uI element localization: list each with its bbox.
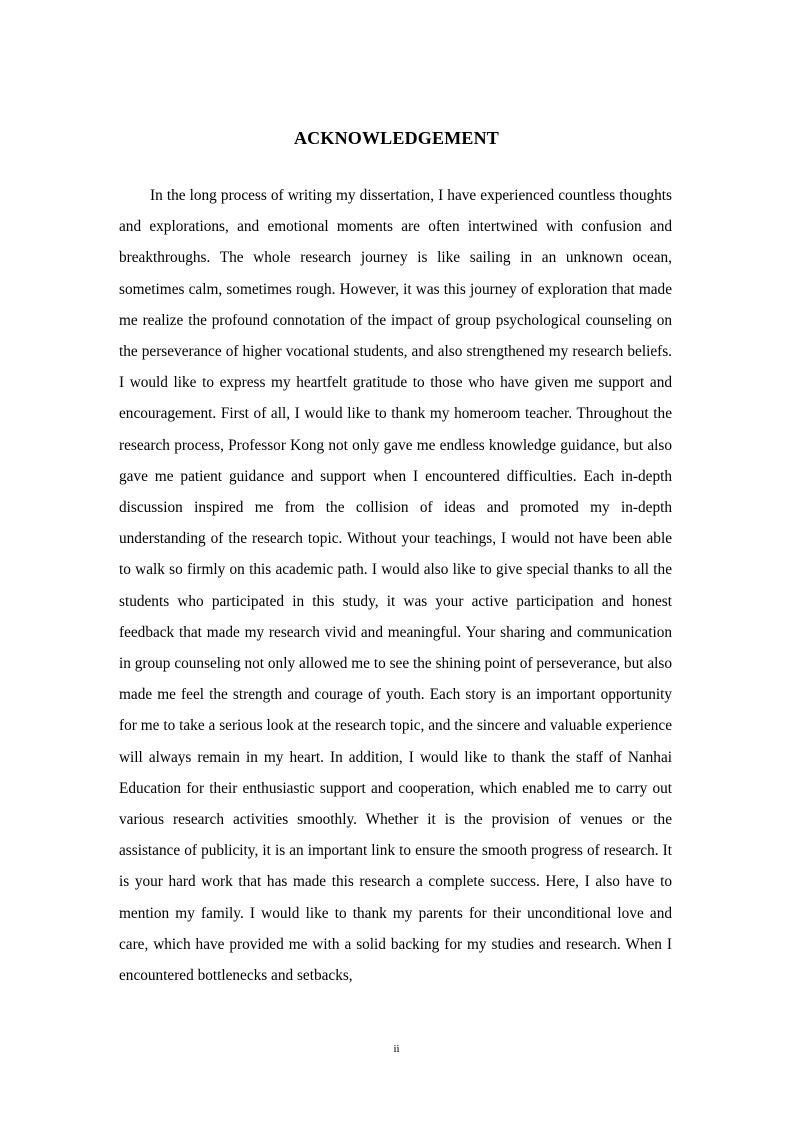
page-number: ii [393,1043,400,1055]
acknowledgement-paragraph: In the long process of writing my dissertation, I have experienced countless thoughts and explorations, and emotional moments are often intertwined with confusion and breakthroughs. The whole research journey is like sailing in an unknown ocean, sometimes calm, sometimes rough. However, it was this journey of exploration that made me realize the profound connotation of the impact of group psychological counseling on the perseverance of higher vocational students, and also strengthened my research beliefs. I would like to express my heartfelt gratitude to those who have given me support and encouragement. First of all, I would like to thank my homeroom teacher. Throughout the research process, Professor Kong not only gave me endless knowledge guidance, but also gave me patient guidance and support when I encountered difficulties. Each in-depth discussion inspired me from the collision of ideas and promoted my in-depth understanding of the research topic. Without your teachings, I would not have been able to walk so firmly on this academic path. I would also like to give special thanks to all the students who participated in this study, it was your active participation and honest feedback that made my research vivid and meaningful. Your sharing and communication in group counseling not only allowed me to see the shining point of perseverance, but also made me feel the strength and courage of youth. Each story is an important opportunity for me to take a serious look at the research topic, and the sincere and valuable experience will always remain in my heart. In addition, I would like to thank the staff of Nanhai Education for their enthusiastic support and cooperation, which enabled me to carry out various research activities smoothly. Whether it is the provision of venues or the assistance of publicity, it is an important link to ensure the smooth progress of research. It is your hard work that has made this research a complete success. Here, I also have to mention my family. I would like to thank my parents for their unconditional love and care, which have provided me with a solid backing for my studies and research. When I encountered bottlenecks and setbacks, [119,187,672,985]
page-title: ACKNOWLEDGEMENT [293,128,500,148]
